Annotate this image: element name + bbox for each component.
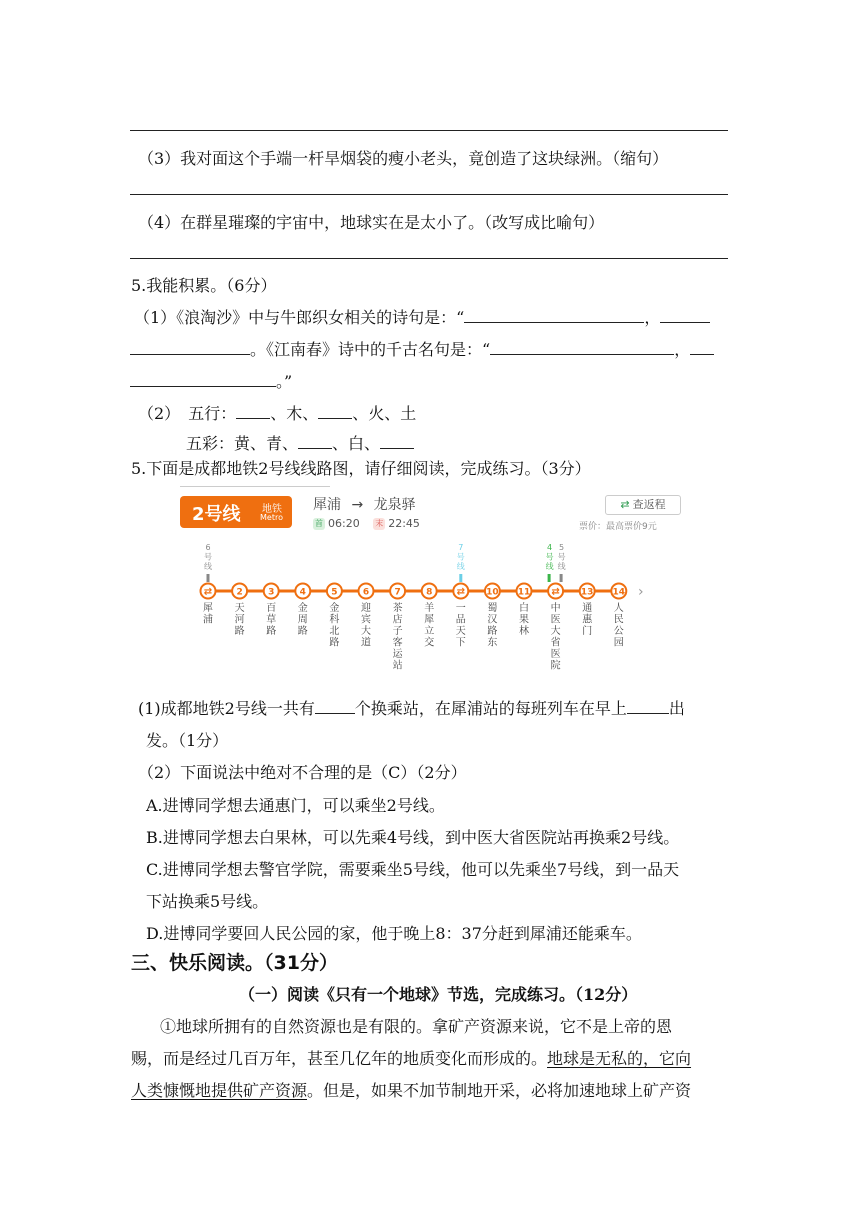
fill-blank[interactable] <box>660 308 710 323</box>
prompt-end: 。” <box>276 372 293 391</box>
station-name: 百草路 <box>266 603 277 637</box>
fill-blank[interactable] <box>380 434 414 449</box>
station-number: 7 <box>394 587 401 598</box>
station-number: ⇄ <box>203 586 213 598</box>
passage-line2 <box>131 1046 691 1069</box>
passage-text: 。但是，如果不加节制地开采，必将加速地球上矿产资 <box>307 1081 692 1100</box>
arrow-icon: → <box>351 497 364 513</box>
station-number: 4 <box>299 587 306 598</box>
station-number: 11 <box>517 587 531 598</box>
station-number: 8 <box>426 587 433 598</box>
answer-line <box>130 258 728 259</box>
station-number: ⇄ <box>551 586 560 598</box>
transfer-bar <box>548 574 551 582</box>
station-name: 中医大省医院 <box>550 603 561 672</box>
station-name: 迎宾大道 <box>361 603 371 649</box>
accumulation-q1-line2 <box>130 337 714 360</box>
fill-blank[interactable] <box>130 372 276 387</box>
station-name: 金周路 <box>297 603 308 637</box>
transfer-bar <box>459 574 462 582</box>
fill-blank[interactable] <box>690 340 714 355</box>
section-5-title: 5.我能积累。（6分） <box>131 276 277 295</box>
option-c-line1: C.进博同学想去警官学院，需要乘坐5号线，他可以先乘坐7号线，到一品天 <box>146 860 680 879</box>
route-from: 犀浦 <box>313 497 341 513</box>
transfer-bar <box>560 574 563 582</box>
q2-label: （2） <box>138 404 181 423</box>
station-name: 人民公园 <box>613 603 624 649</box>
fill-blank[interactable] <box>464 308 644 323</box>
last-train-tag: 末 <box>375 519 384 528</box>
comma: ， <box>674 340 691 359</box>
transfer-line-label: 4 号线 <box>545 543 554 571</box>
station-number: 6 <box>362 587 370 598</box>
route-to: 龙泉驿 <box>373 497 416 513</box>
wuxing-part: 、木、 <box>270 404 319 423</box>
metro-cn: 地铁 <box>262 504 282 515</box>
station-name: 金科北路 <box>329 603 340 649</box>
fill-blank[interactable] <box>315 699 355 714</box>
last-train-time: 22:45 <box>388 517 420 530</box>
passage-text: 地球所拥有的自然资源也是有限的。拿矿产资源来说，它不是上帝的恩 <box>176 1017 673 1036</box>
option-d: D.进博同学要回人民公园的家，他于晚上8：37分赶到犀浦还能乘车。 <box>146 924 642 943</box>
station-number: 10 <box>486 587 499 598</box>
accumulation-q1-line1 <box>134 305 710 328</box>
station-name: 一品天下 <box>455 603 466 649</box>
first-train-time: 06:20 <box>328 517 360 530</box>
wuxing-label: 五行： <box>188 404 237 423</box>
prompt: (1)成都地铁2号线一共有 <box>138 699 315 718</box>
option-b: B.进博同学想去白果林，可以先乘4号线，到中医大省医院站再换乘2号线。 <box>146 828 680 847</box>
passage-text: 赐，而是经过几百万年，甚至几亿年的地质变化而形成的。 <box>131 1049 548 1068</box>
option-a: A.进博同学想去通惠门，可以乘坐2号线。 <box>146 796 445 815</box>
metro-en: Metro <box>260 513 283 522</box>
transfer-bar <box>207 574 210 582</box>
prompt: 个换乘站，在犀浦站的每班列车在早上 <box>354 699 627 718</box>
station-name: 天河路 <box>234 603 245 637</box>
option-c-line2: 下站换乘5号线。 <box>146 892 269 911</box>
wucai-label: 五彩：黄、青、 <box>186 434 299 453</box>
station-number: ⇄ <box>456 586 465 598</box>
metro-q2: （2）下面说法中绝对不合理的是（C）（2分） <box>138 763 467 782</box>
prompt: 出 <box>668 699 685 718</box>
metro-line-map <box>170 486 690 678</box>
accumulation-q1-line3 <box>130 369 292 392</box>
question-4: （4）在群星璀璨的宇宙中，地球实在是太小了。（改写成比喻句） <box>138 213 605 232</box>
passage-line3 <box>131 1078 691 1101</box>
transfer-line-label: 7 号线 <box>456 543 465 571</box>
station-number: 3 <box>268 587 275 598</box>
fill-blank[interactable] <box>298 434 332 449</box>
fare: 票价：最高票价9元 <box>579 522 657 532</box>
transfer-line-label: 5 号线 <box>557 543 566 571</box>
underlined-sentence: 地球是无私的，它向 <box>547 1049 692 1068</box>
station-name: 蜀汉路东 <box>487 603 498 649</box>
comma: ， <box>644 308 661 327</box>
wuxing-line <box>138 401 416 424</box>
section-3-title: 三、快乐阅读。（31分） <box>131 952 338 974</box>
transfer-line-label: 6 号线 <box>204 543 212 571</box>
first-train-tag: 首 <box>315 519 323 528</box>
answer-line <box>130 130 728 131</box>
station-number: 14 <box>612 587 626 598</box>
fill-blank[interactable] <box>130 340 250 355</box>
fill-blank[interactable] <box>490 340 674 355</box>
metro-q1-line2: 发。（1分） <box>146 731 229 750</box>
passage-line1 <box>160 1014 672 1037</box>
line-number: 2号线 <box>192 504 241 525</box>
more-stations-icon: › <box>637 584 644 600</box>
station-name: 犀浦 <box>203 603 213 626</box>
station-number: 5 <box>331 587 338 598</box>
station-number: 13 <box>580 587 594 598</box>
metro-q1-line1 <box>138 696 685 719</box>
wuxing-part: 、火、土 <box>352 404 417 423</box>
answer-line <box>130 194 728 195</box>
section-5b-title: 5.下面是成都地铁2号线线路图，请仔细阅读，完成练习。（3分） <box>131 459 591 478</box>
prompt: （1）《浪淘沙》中与牛郎织女相关的诗句是：“ <box>134 308 465 327</box>
station-name: 白果林 <box>519 603 529 637</box>
wucai-part: 、白、 <box>332 434 381 453</box>
metro-diagram <box>170 486 690 678</box>
fill-blank[interactable] <box>318 404 352 419</box>
wucai-line <box>186 431 414 454</box>
underlined-sentence: 人类慷慨地提供矿产资源 <box>131 1081 308 1100</box>
station-number: 2 <box>236 587 243 598</box>
reading-subtitle: （一）阅读《只有一个地球》节选，完成练习。（12分） <box>239 985 638 1004</box>
return-label: 查返程 <box>632 498 666 511</box>
station-name: 通惠门 <box>582 603 593 637</box>
station-name: 茶店子客运站 <box>392 603 403 672</box>
paragraph-number: ① <box>160 1017 177 1036</box>
swap-icon: ⇄ <box>620 498 630 511</box>
station-name: 羊犀立交 <box>424 603 435 649</box>
question-3: （3）我对面这个手端一杆旱烟袋的瘦小老头，竟创造了这块绿洲。（缩句） <box>138 149 669 168</box>
fill-blank[interactable] <box>627 699 669 714</box>
fill-blank[interactable] <box>236 404 270 419</box>
prompt: 。《江南春》诗中的千古名句是：“ <box>250 340 491 359</box>
